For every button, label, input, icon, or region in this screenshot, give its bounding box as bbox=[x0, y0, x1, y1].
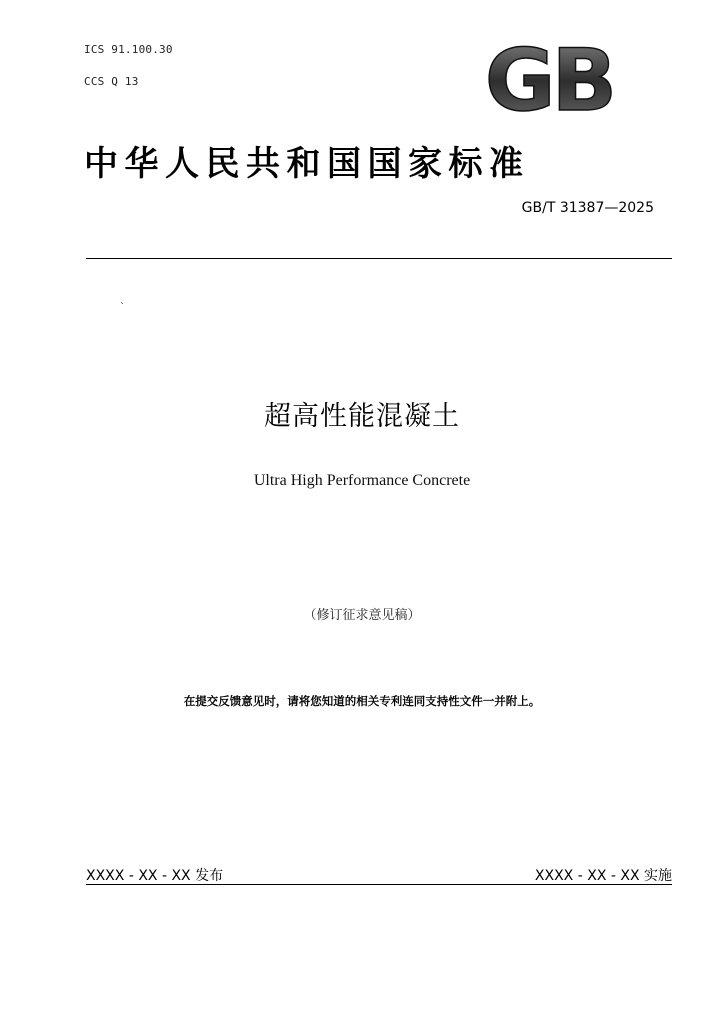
standard-number: GB/T 31387—2025 bbox=[521, 200, 654, 216]
organization-title: 中华人民共和国国家标准 bbox=[84, 144, 530, 184]
footer-divider bbox=[86, 884, 672, 885]
header-divider bbox=[86, 258, 672, 259]
stray-mark: ` bbox=[120, 302, 125, 313]
draft-status: （修订征求意见稿） bbox=[303, 608, 421, 623]
document-title-en: Ultra High Performance Concrete bbox=[253, 472, 471, 489]
ccs-code: CCS Q 13 bbox=[84, 75, 139, 88]
patent-notice: 在提交反馈意见时，请将您知道的相关专利连同支持性文件一并附上。 bbox=[183, 694, 541, 708]
ics-code: ICS 91.100.30 bbox=[84, 43, 173, 56]
effective-date: XXXX - XX - XX 实施 bbox=[534, 868, 672, 884]
issue-date: XXXX - XX - XX 发布 bbox=[86, 868, 224, 884]
logo-lettering: GB bbox=[484, 40, 614, 116]
gb-logo bbox=[478, 40, 620, 116]
document-title-cn: 超高性能混凝土 bbox=[264, 401, 460, 432]
